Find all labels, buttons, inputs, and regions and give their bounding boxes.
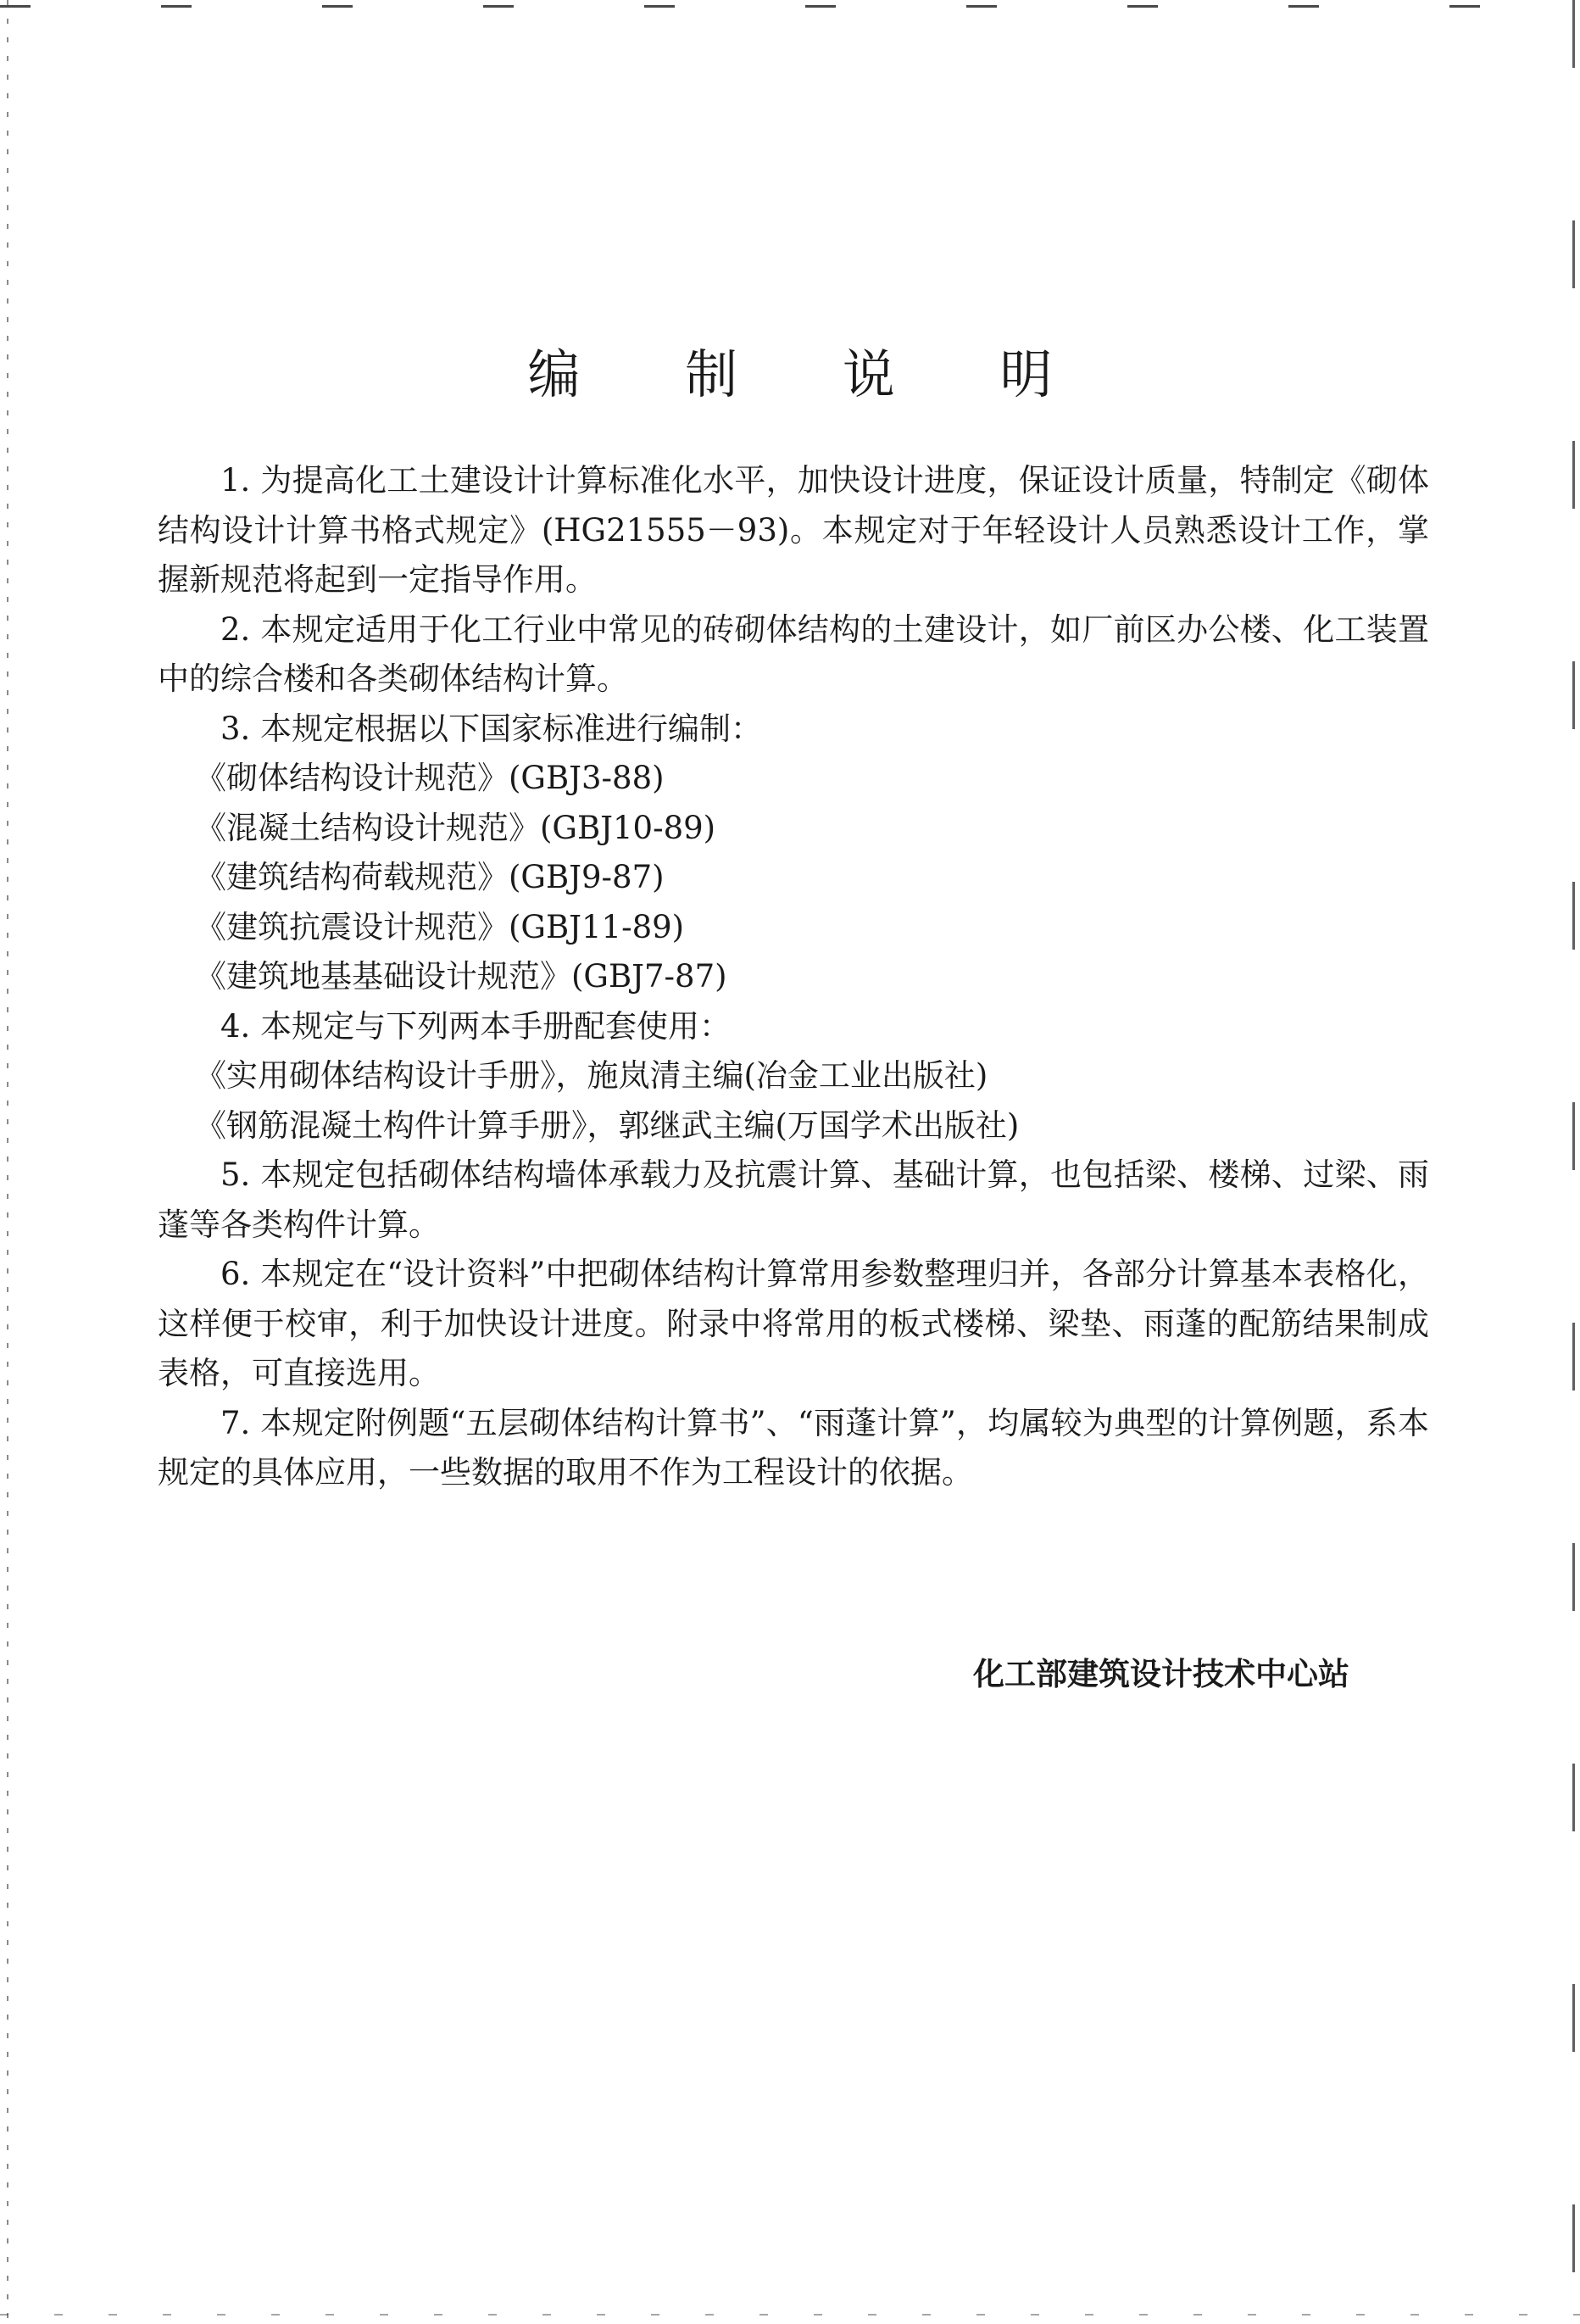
handbook-reference: 《钢筋混凝土构件计算手册》，郭继武主编(万国学术出版社)	[195, 1106, 1020, 1144]
organization-signature: 化工部建筑设计技术中心站	[973, 1656, 1349, 1692]
standard-reference: 《建筑抗震设计规范》(GBJ11-89)	[195, 908, 685, 945]
paragraph-7: 7. 本规定附例题“五层砌体结构计算书”、“雨蓬计算”，均属较为典型的计算例题，系本规定的具体应用，一些数据的取用不作为工程设计的依据。	[158, 1404, 1429, 1491]
standard-reference: 《建筑地基基础设计规范》(GBJ7-87)	[195, 958, 727, 995]
paragraph-6: 6. 本规定在“设计资料”中把砌体结构计算常用参数整理归并，各部分计算基本表格化，这样便于校审，利于加快设计进度。附录中将常用的板式楼梯、梁垫、雨蓬的配筋结果制成表格，可直接选用。	[158, 1256, 1429, 1391]
standard-reference: 《建筑结构荷载规范》(GBJ9-87)	[195, 859, 665, 895]
page-title: 编 制 说 明	[527, 343, 1097, 405]
standard-reference: 《混凝土结构设计规范》(GBJ10-89)	[195, 809, 716, 846]
paragraph-2: 2. 本规定适用于化工行业中常见的砖砌体结构的土建设计，如厂前区办公楼、化工装置中的综合楼和各类砌体结构计算。	[158, 610, 1429, 697]
document-body	[158, 456, 1429, 1498]
paragraph-3: 3. 本规定根据以下国家标准进行编制：	[220, 710, 763, 747]
scan-border-top	[0, 5, 1580, 8]
scan-border-bottom	[0, 2314, 1580, 2316]
paragraph-4: 4. 本规定与下列两本手册配套使用：	[220, 1007, 732, 1045]
handbook-reference: 《实用砌体结构设计手册》，施岚清主编(冶金工业出版社)	[195, 1057, 988, 1094]
paragraph-5: 5. 本规定包括砌体结构墙体承载力及抗震计算、基础计算，也包括梁、楼梯、过梁、雨蓬等各类构件计算。	[158, 1156, 1429, 1243]
standard-reference: 《砌体结构设计规范》(GBJ3-88)	[195, 760, 665, 796]
paragraph-1: 1. 为提高化工土建设计计算标准化水平，加快设计进度，保证设计质量，特制定《砌体结构设计计算书格式规定》(HG21555－93)。本规定对于年轻设计人员熟悉设计工作，掌握新规范将起到一定指导作用。	[158, 462, 1429, 598]
